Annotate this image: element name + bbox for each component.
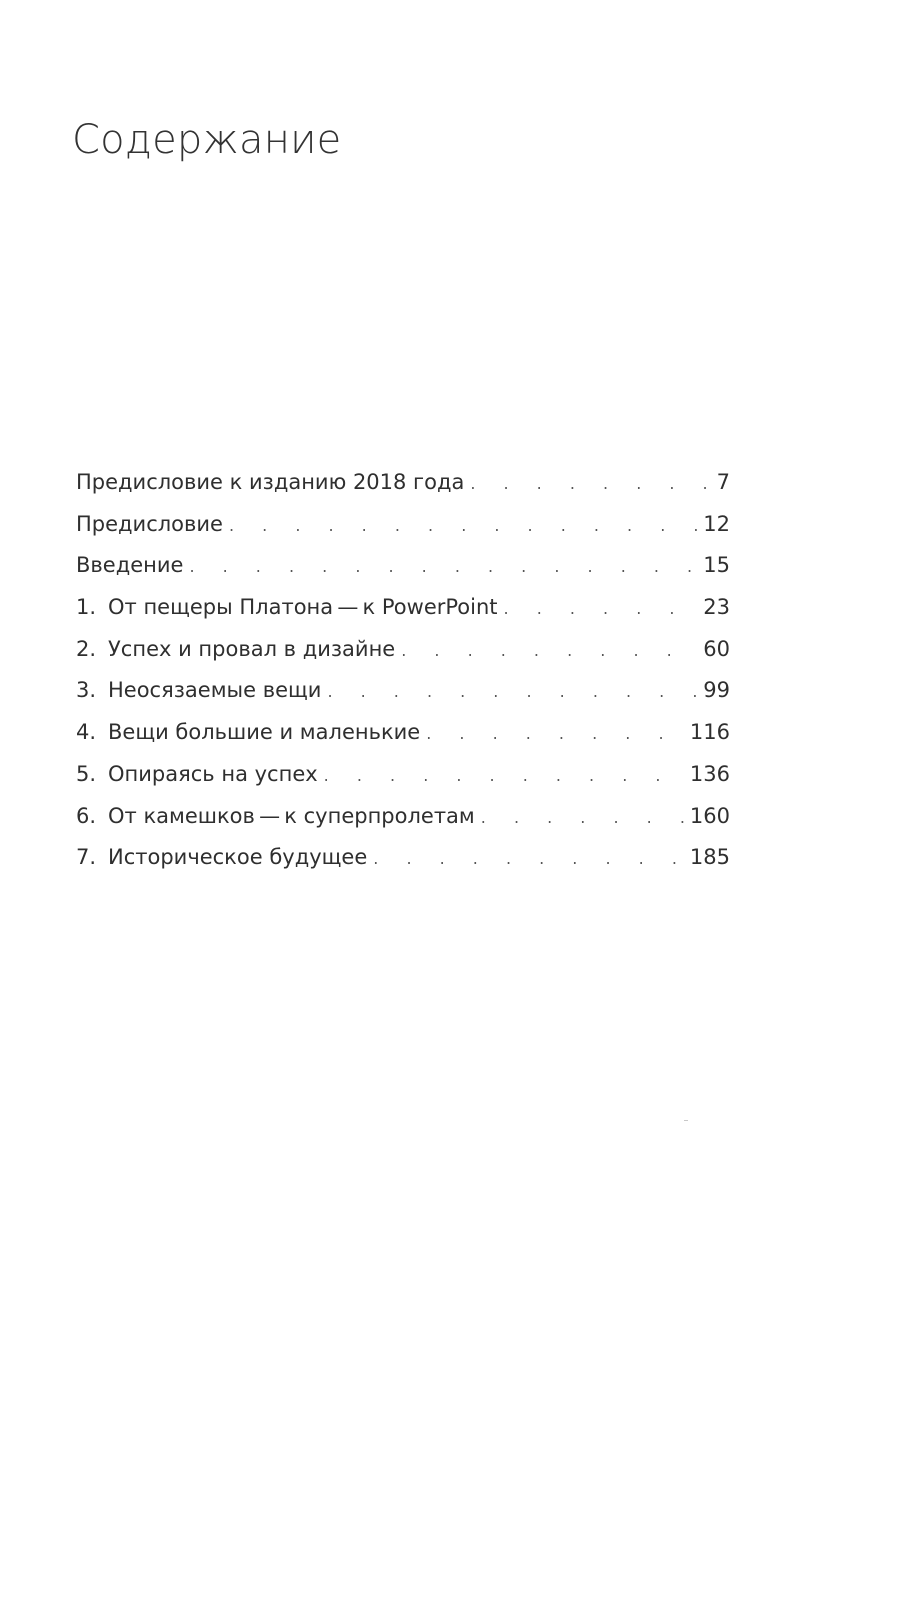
toc-entry-label: Предисловие к изданию 2018 года xyxy=(76,470,465,494)
toc-entry-number: 1. xyxy=(76,595,97,620)
toc-entry-label: Предисловие xyxy=(76,511,223,536)
dot-leader xyxy=(229,516,697,535)
dot-leader xyxy=(481,808,684,827)
toc-entry[interactable] xyxy=(76,553,730,595)
toc-entry-label: Неосязаемые вещи xyxy=(108,678,322,703)
toc-entry-page: 136 xyxy=(689,761,730,786)
dot-leader xyxy=(504,599,698,618)
dot-leader xyxy=(401,641,697,660)
dot-leader xyxy=(470,474,710,493)
toc-entry-page: 160 xyxy=(689,803,730,828)
page-title: Содержание xyxy=(72,117,342,163)
toc-entry-page: 23 xyxy=(703,595,730,620)
toc-entry[interactable] xyxy=(76,678,730,720)
toc-entry-number: 7. xyxy=(76,845,97,870)
paper-speck xyxy=(684,1120,688,1121)
toc-entry-label: От камешков — к суперпролетам xyxy=(108,803,475,828)
toc-entry[interactable] xyxy=(76,720,730,762)
toc-entry-number: 5. xyxy=(76,761,97,786)
table-of-contents xyxy=(76,470,730,887)
toc-entry-label: Вещи большие и маленькие xyxy=(108,720,421,745)
toc-entry[interactable] xyxy=(76,762,730,804)
dot-leader xyxy=(324,766,684,785)
toc-entry-label: Историческое будущее xyxy=(108,845,368,870)
toc-entry-label: Опираясь на успех xyxy=(108,761,318,786)
toc-entry[interactable] xyxy=(76,804,730,846)
toc-entry-number: 4. xyxy=(76,720,97,745)
toc-entry-number: 2. xyxy=(76,636,97,661)
dot-leader xyxy=(189,557,697,576)
toc-entry-page: 15 xyxy=(703,553,730,578)
toc-entry-label: Введение xyxy=(76,553,184,578)
toc-entry-page: 7 xyxy=(716,470,730,494)
toc-entry-number: 6. xyxy=(76,803,97,828)
toc-entry[interactable] xyxy=(76,512,730,554)
toc-entry[interactable] xyxy=(76,845,730,887)
toc-entry[interactable] xyxy=(76,595,730,637)
toc-entry-page: 12 xyxy=(703,511,730,536)
toc-entry-page: 185 xyxy=(689,845,730,870)
toc-entry-number: 3. xyxy=(76,678,97,703)
dot-leader xyxy=(373,849,684,868)
toc-entry-label: Успех и провал в дизайне xyxy=(108,636,396,661)
toc-entry[interactable] xyxy=(76,470,730,512)
toc-entry-page: 116 xyxy=(689,720,730,745)
dot-leader xyxy=(426,724,684,743)
toc-entry[interactable] xyxy=(76,637,730,679)
toc-entry-label: От пещеры Платона — к PowerPoint xyxy=(108,595,498,620)
toc-entry-page: 60 xyxy=(703,636,730,661)
toc-entry-page: 99 xyxy=(703,678,730,703)
dot-leader xyxy=(327,682,697,701)
